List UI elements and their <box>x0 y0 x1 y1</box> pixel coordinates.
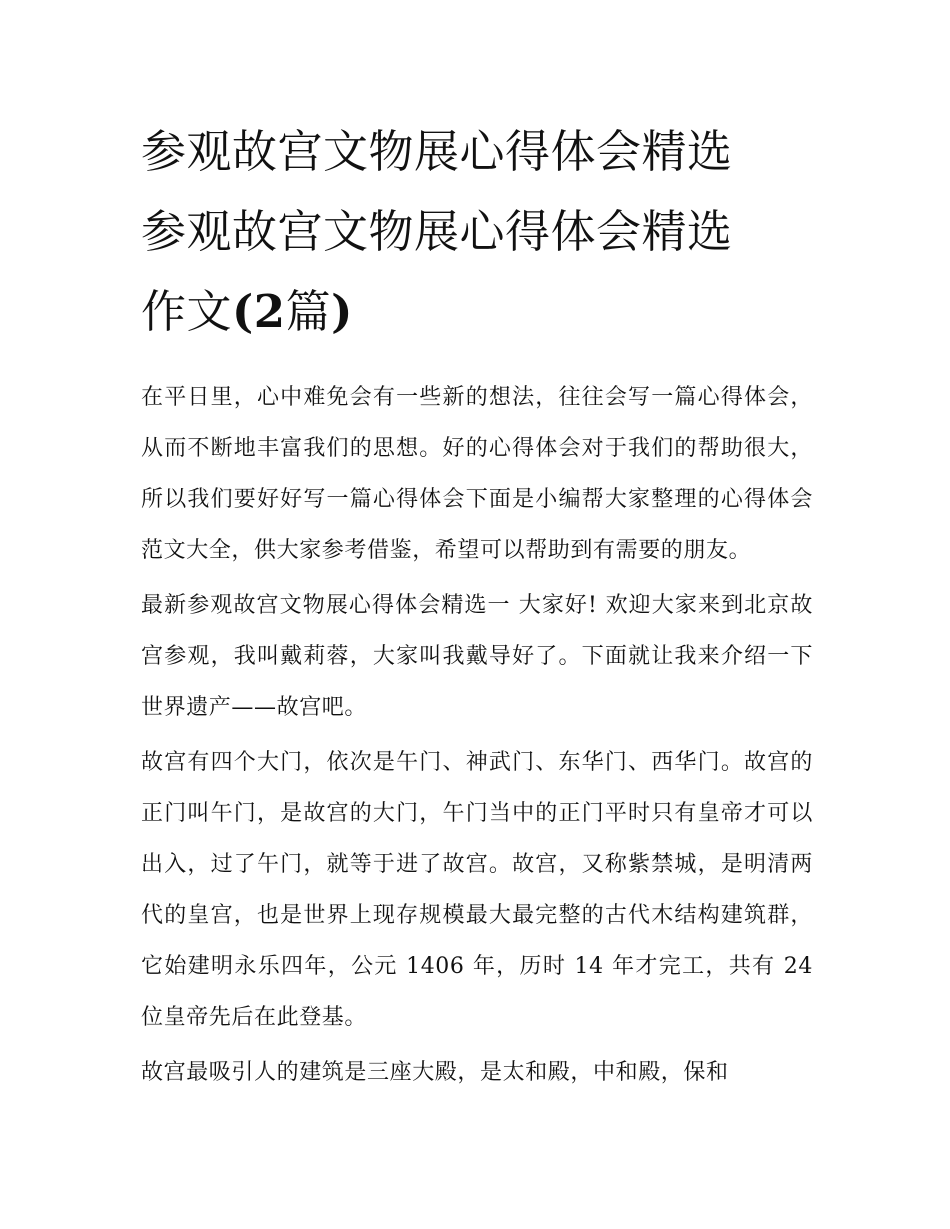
document-body <box>141 372 813 1098</box>
title-line-3-prefix: 作文 <box>141 285 233 338</box>
title-line-3-mid: 篇 <box>285 285 332 338</box>
title-line-3-end: ) <box>331 285 353 338</box>
title-line-3-bold: (2 <box>232 285 286 338</box>
paragraph-gates: 故宫有四个大门，依次是午门、神武门、东华门、西华门。故宫的正门叫午门，是故宫的大门，午门当中的正门平时只有皇帝才可以出入，过了午门，就等于进了故宫。故宫，又称紫禁城，是明清两代的皇宫，也是世界上现存规模最大最完整的古代木结构建筑群，它始建明永乐四年，公元 1406 年，历时 14 年才完工，共有 24 位皇帝先后在此登基。 <box>141 750 813 1030</box>
paragraph-greeting: 最新参观故宫文物展心得体会精选一 大家好! 欢迎大家来到北京故宫参观，我叫戴莉蓉，大家叫我戴导好了。下面就让我来介绍一下世界遗产——故宫吧。 <box>141 593 813 720</box>
document-content <box>141 112 813 1102</box>
document-title <box>141 112 813 352</box>
paragraph-intro: 在平日里，心中难免会有一些新的想法，往往会写一篇心得体会，从而不断地丰富我们的思想。好的心得体会对于我们的帮助很大，所以我们要好好写一篇心得体会下面是小编帮大家整理的心得体会范文大全，供大家参考借鉴，希望可以帮助到有需要的朋友。 <box>141 385 813 563</box>
title-line-1: 参观故宫文物展心得体会精选 <box>141 125 733 178</box>
title-line-2: 参观故宫文物展心得体会精选 <box>141 205 733 258</box>
paragraph-halls: 故宫最吸引人的建筑是三座大殿，是太和殿，中和殿，保和 <box>141 1060 729 1085</box>
